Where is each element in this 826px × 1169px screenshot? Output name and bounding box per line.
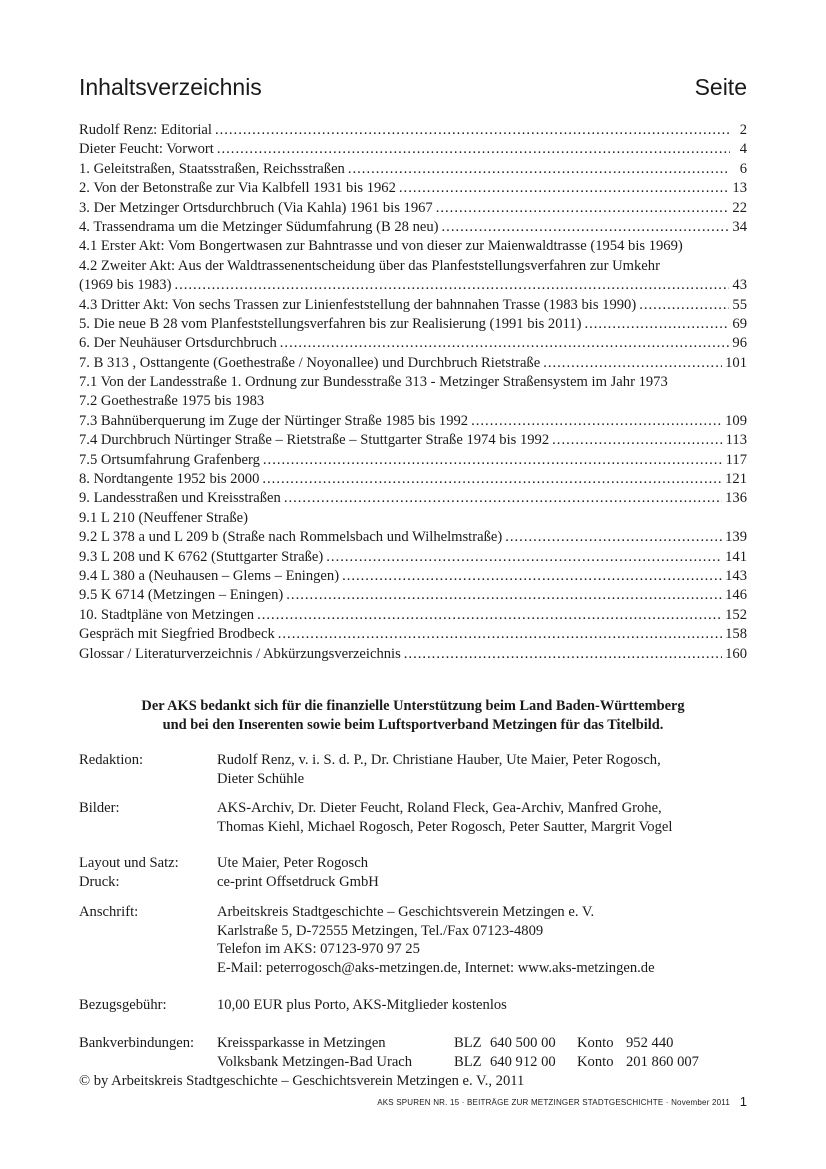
toc-entry-page: 121 [725, 471, 747, 488]
toc-entry [79, 276, 747, 295]
acknowledgement-line: Der AKS bedankt sich für die finanzielle Unterstützung beim Land Baden-Württemberg [141, 698, 685, 714]
toc-entry-page: 34 [732, 218, 747, 235]
toc-entry [79, 121, 747, 140]
toc-entry [79, 373, 747, 392]
toc-dot-leader [399, 179, 730, 198]
toc-entry-page: 4 [739, 141, 747, 158]
toc-dot-leader [505, 528, 722, 547]
bank-row [217, 1053, 747, 1072]
toc-entry-page: 160 [725, 645, 747, 662]
toc-dot-leader [471, 412, 722, 431]
toc-entry-title: 9.3 L 208 und K 6762 (Stuttgarter Straße) [79, 548, 324, 565]
imprint-value: Karlstraße 5, D-72555 Metzingen, Tel./Fax 07123-4809 [217, 922, 544, 939]
toc-dot-leader [342, 567, 722, 586]
toc-entry [79, 586, 747, 605]
toc-entry-title: 8. Nordtangente 1952 bis 2000 [79, 471, 260, 488]
imprint-value: E-Mail: peterrogosch@aks-metzingen.de, Internet: www.aks-metzingen.de [217, 959, 655, 976]
toc-entry-title: 7.1 Von der Landesstraße 1. Ordnung zur Bundesstraße 313 - Metzinger Straßensystem im Jahr 1973 [79, 374, 668, 391]
bank-row [217, 1034, 747, 1053]
toc-entry-page: 22 [732, 199, 747, 216]
toc-entry [79, 179, 747, 198]
toc-entry [79, 489, 747, 508]
toc-entry-page: 158 [725, 626, 747, 643]
toc-dot-leader [217, 140, 730, 159]
imprint-label: Redaktion: [79, 752, 144, 768]
toc-entry-title: 6. Der Neuhäuser Ortsdurchbruch [79, 335, 277, 352]
running-footer: AKS SPUREN NR. 15 · BEITRÄGE ZUR METZINGER STADTGESCHICHTE · November 2011 [377, 1098, 730, 1107]
blz-value: 640 500 00 [490, 1035, 556, 1051]
table-of-contents [79, 121, 747, 664]
konto-value: 201 860 007 [626, 1054, 699, 1070]
toc-dot-leader [174, 276, 729, 295]
blz-value: 640 912 00 [490, 1054, 556, 1070]
toc-entry-title: 9. Landesstraßen und Kreisstraßen [79, 490, 281, 507]
toc-entry-title: Glossar / Literaturverzeichnis / Abkürzungsverzeichnis [79, 645, 401, 662]
toc-entry-title: 1. Geleitstraßen, Staatsstraßen, Reichsstraßen [79, 160, 345, 177]
toc-entry-title: 2. Von der Betonstraße zur Via Kalbfell 1931 bis 1962 [79, 180, 396, 197]
toc-entry-page: 117 [725, 451, 747, 468]
toc-entry-page: 101 [725, 354, 747, 371]
toc-entry-title: 3. Der Metzinger Ortsdurchbruch (Via Kahla) 1961 bis 1967 [79, 199, 433, 216]
toc-heading [79, 74, 747, 106]
toc-entry-title: 7. B 313 , Osttangente (Goethestraße / Noyonallee) und Durchbruch Rietstraße [79, 354, 541, 371]
imprint-value: Telefon im AKS: 07123-970 97 25 [217, 941, 420, 957]
toc-dot-leader [326, 548, 722, 567]
toc-entry [79, 451, 747, 470]
toc-entry [79, 509, 747, 528]
toc-entry [79, 160, 747, 179]
imprint-value: ce-print Offsetdruck GmbH [217, 874, 379, 890]
toc-entry-page: 55 [732, 296, 747, 313]
toc-entry-page: 141 [725, 548, 747, 565]
toc-entry [79, 315, 747, 334]
toc-entry-title: Gespräch mit Siegfried Brodbeck [79, 626, 275, 643]
konto-value: 952 440 [626, 1035, 674, 1051]
toc-entry-page: 43 [732, 277, 747, 294]
imprint-value: Ute Maier, Peter Rogosch [217, 855, 368, 871]
toc-entry [79, 567, 747, 586]
toc-dot-leader [639, 296, 729, 315]
toc-entry [79, 354, 747, 373]
toc-dot-leader [262, 470, 722, 489]
toc-entry [79, 334, 747, 353]
toc-entry-title: (1969 bis 1983) [79, 277, 172, 294]
toc-entry-title: 5. Die neue B 28 vom Planfeststellungsverfahren bis zur Realisierung (1991 bis 2011) [79, 315, 582, 332]
toc-entry-page: 136 [725, 490, 747, 507]
toc-entry-title: 4.3 Dritter Akt: Von sechs Trassen zur Linienfeststellung der bahnnahen Trasse (1983 bis 1990) [79, 296, 637, 313]
toc-entry [79, 392, 747, 411]
toc-dot-leader [436, 199, 730, 218]
toc-entry [79, 645, 747, 664]
imprint-value: AKS-Archiv, Dr. Dieter Feucht, Roland Fleck, Gea-Archiv, Manfred Grohe, [217, 800, 662, 816]
toc-dot-leader [278, 625, 722, 644]
imprint-value: 10,00 EUR plus Porto, AKS-Mitglieder kostenlos [217, 997, 507, 1013]
toc-dot-leader [284, 489, 722, 508]
toc-entry-page: 143 [725, 567, 747, 584]
imprint-label: Bezugsgebühr: [79, 997, 167, 1013]
blz-label: BLZ [454, 1035, 482, 1051]
toc-entry-title: Dieter Feucht: Vorwort [79, 141, 214, 158]
toc-entry [79, 528, 747, 547]
toc-dot-leader [263, 451, 723, 470]
toc-entry [79, 237, 747, 256]
toc-entry-title: 7.4 Durchbruch Nürtinger Straße – Rietstraße – Stuttgarter Straße 1974 bis 1992 [79, 432, 550, 449]
toc-entry-title: 9.5 K 6714 (Metzingen – Eningen) [79, 587, 284, 604]
toc-entry-title: Rudolf Renz: Editorial [79, 122, 212, 138]
page-column-label: Seite [694, 74, 747, 100]
toc-dot-leader [348, 160, 730, 179]
bank-name: Volksbank Metzingen-Bad Urach [217, 1054, 413, 1070]
imprint-value: Arbeitskreis Stadtgeschichte – Geschichtsverein Metzingen e. V. [217, 904, 595, 920]
imprint-value: Rudolf Renz, v. i. S. d. P., Dr. Christiane Hauber, Ute Maier, Peter Rogosch, [217, 752, 661, 768]
acknowledgement-line: und bei den Inserenten sowie beim Luftsportverband Metzingen für das Titelbild. [162, 717, 664, 733]
toc-entry-title: 9.1 L 210 (Neuffener Straße) [79, 509, 248, 526]
toc-dot-leader [280, 334, 730, 353]
toc-dot-leader [584, 315, 729, 334]
toc-title: Inhaltsverzeichnis [79, 74, 262, 100]
imprint-label: Bilder: [79, 800, 120, 816]
toc-entry-page: 69 [732, 315, 747, 332]
toc-entry-page: 2 [739, 122, 747, 138]
toc-entry-title: 9.2 L 378 a und L 209 b (Straße nach Rommelsbach und Wilhelmstraße) [79, 529, 503, 546]
toc-entry [79, 218, 747, 237]
toc-entry [79, 257, 747, 276]
toc-entry-page: 113 [725, 432, 747, 449]
toc-entry [79, 470, 747, 489]
toc-entry [79, 296, 747, 315]
toc-entry-title: 4.1 Erster Akt: Vom Bongertwasen zur Bahntrasse und von dieser zur Maienwaldtrasse (1954 bis 1969) [79, 238, 683, 255]
toc-entry [79, 199, 747, 218]
toc-entry-title: 7.2 Goethestraße 1975 bis 1983 [79, 393, 265, 410]
toc-entry-title: 4.2 Zweiter Akt: Aus der Waldtrassenentscheidung über das Planfeststellungsverfahren zur Umkehr [79, 257, 660, 274]
blz-label: BLZ [454, 1054, 482, 1070]
toc-entry-page: 139 [725, 529, 747, 546]
toc-dot-leader [404, 645, 722, 664]
imprint-value: Thomas Kiehl, Michael Rogosch, Peter Rogosch, Peter Sautter, Margrit Vogel [217, 818, 673, 835]
konto-label: Konto [577, 1054, 614, 1070]
toc-entry-title: 10. Stadtpläne von Metzingen [79, 606, 255, 623]
toc-dot-leader [215, 121, 730, 140]
toc-entry [79, 140, 747, 159]
toc-entry-page: 109 [725, 412, 747, 429]
toc-entry [79, 412, 747, 431]
toc-entry [79, 431, 747, 450]
toc-entry-page: 13 [732, 180, 747, 197]
imprint-label: Druck: [79, 874, 120, 890]
toc-dot-leader [552, 431, 722, 450]
toc-entry [79, 606, 747, 625]
toc-entry-page: 96 [732, 335, 747, 352]
toc-dot-leader [442, 218, 730, 237]
toc-dot-leader [286, 586, 722, 605]
bank-name: Kreissparkasse in Metzingen [217, 1035, 386, 1051]
page-number: 1 [739, 1094, 747, 1109]
toc-entry-page: 146 [725, 587, 747, 604]
imprint-label: Bankverbindungen: [79, 1035, 195, 1051]
acknowledgement [79, 697, 747, 735]
toc-entry [79, 625, 747, 644]
toc-entry-title: 7.5 Ortsumfahrung Grafenberg [79, 451, 260, 468]
copyright-notice: © by Arbeitskreis Stadtgeschichte – Geschichtsverein Metzingen e. V., 2011 [79, 1073, 525, 1089]
imprint-label: Anschrift: [79, 904, 139, 920]
toc-dot-leader [257, 606, 722, 625]
toc-entry-page: 152 [725, 606, 747, 623]
toc-entry-page: 6 [739, 160, 747, 177]
imprint-label: Layout und Satz: [79, 855, 179, 871]
toc-entry-title: 7.3 Bahnüberquerung im Zuge der Nürtinger Straße 1985 bis 1992 [79, 412, 469, 429]
toc-entry-title: 4. Trassendrama um die Metzinger Südumfahrung (B 28 neu) [79, 218, 439, 235]
toc-entry [79, 548, 747, 567]
toc-dot-leader [543, 354, 722, 373]
imprint-value: Dieter Schühle [217, 770, 305, 787]
toc-entry-title: 9.4 L 380 a (Neuhausen – Glems – Eningen) [79, 567, 340, 584]
konto-label: Konto [577, 1035, 614, 1051]
